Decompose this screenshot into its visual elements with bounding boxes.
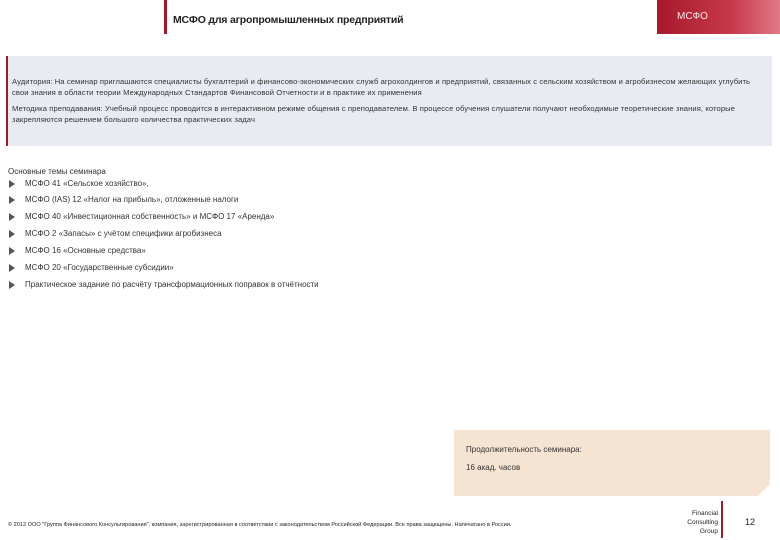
logo-divider xyxy=(721,501,723,538)
logo-line: Consulting xyxy=(687,519,718,526)
folded-corner xyxy=(758,484,770,496)
list-item-text: Практическое задание по расчёту трансформационных поправок в отчётности xyxy=(25,280,319,289)
logo-line: Group xyxy=(699,528,718,535)
list-item xyxy=(8,194,708,211)
list-item xyxy=(8,228,708,245)
duration-label: Продолжительность семинара: xyxy=(466,445,582,454)
duration-box xyxy=(454,430,770,496)
copyright-text: © 2012 ООО "Группа Финансового Консультирования", компания, зарегистрированная в соответствии с законодательством Российской Федерации. Все права защищены. Напечатано в России. xyxy=(8,522,512,528)
list-item-text: МСФО 2 «Запасы» с учётом специфики агробизнеса xyxy=(25,229,222,238)
bullet-arrow-icon xyxy=(9,247,15,255)
page-number: 12 xyxy=(745,517,756,527)
audience-box xyxy=(6,56,772,146)
methodology-paragraph: Методика преподавания: Учебный процесс проводится в интерактивном режиме общения с преподавателем. В процессе обучения слушатели получают необходимые теоретические знания, которые закрепляются решением большого количества практических задач xyxy=(12,104,736,124)
list-item xyxy=(8,245,708,262)
list-item xyxy=(8,211,708,228)
bullet-arrow-icon xyxy=(9,196,15,204)
bullet-arrow-icon xyxy=(9,230,15,238)
bullet-arrow-icon xyxy=(9,213,15,221)
list-item-text: МСФО 40 «Инвестиционная собственность» и МСФО 17 «Аренда» xyxy=(25,212,275,221)
bullet-arrow-icon xyxy=(9,264,15,272)
list-item-text: МСФО 16 «Основные средства» xyxy=(25,246,146,255)
list-item-text: МСФО (IAS) 12 «Налог на прибыль», отложенные налоги xyxy=(25,195,239,204)
list-item-text: МСФО 20 «Государственные субсидии» xyxy=(25,263,174,272)
title-bar xyxy=(164,0,657,34)
company-logo xyxy=(676,509,718,536)
duration-value: 16 акад. часов xyxy=(466,463,521,472)
section-tag xyxy=(657,0,780,34)
audience-paragraph: Аудитория: На семинар приглашаются специалисты бухгалтерий и финансово-экономических служб агрохолдингов и предприятий, связанных с сельским хозяйством и агробизнесом желающих углубить свои знания в области теории Международных Стандартов Финансовой Отчетности и в практике их применения xyxy=(12,77,751,97)
list-item-text: МСФО 41 «Сельское хозяйство», xyxy=(25,179,149,188)
topics-title: Основные темы семинара xyxy=(8,167,106,176)
list-item xyxy=(8,279,708,296)
page-title: МСФО для агропромышленных предприятий xyxy=(173,14,404,26)
bullet-arrow-icon xyxy=(9,281,15,289)
topics-list xyxy=(8,166,708,296)
section-tag-label: МСФО xyxy=(677,11,708,22)
logo-line: Financial xyxy=(691,510,718,517)
list-item xyxy=(8,262,708,279)
list-item xyxy=(8,178,708,194)
bullet-arrow-icon xyxy=(9,180,15,188)
